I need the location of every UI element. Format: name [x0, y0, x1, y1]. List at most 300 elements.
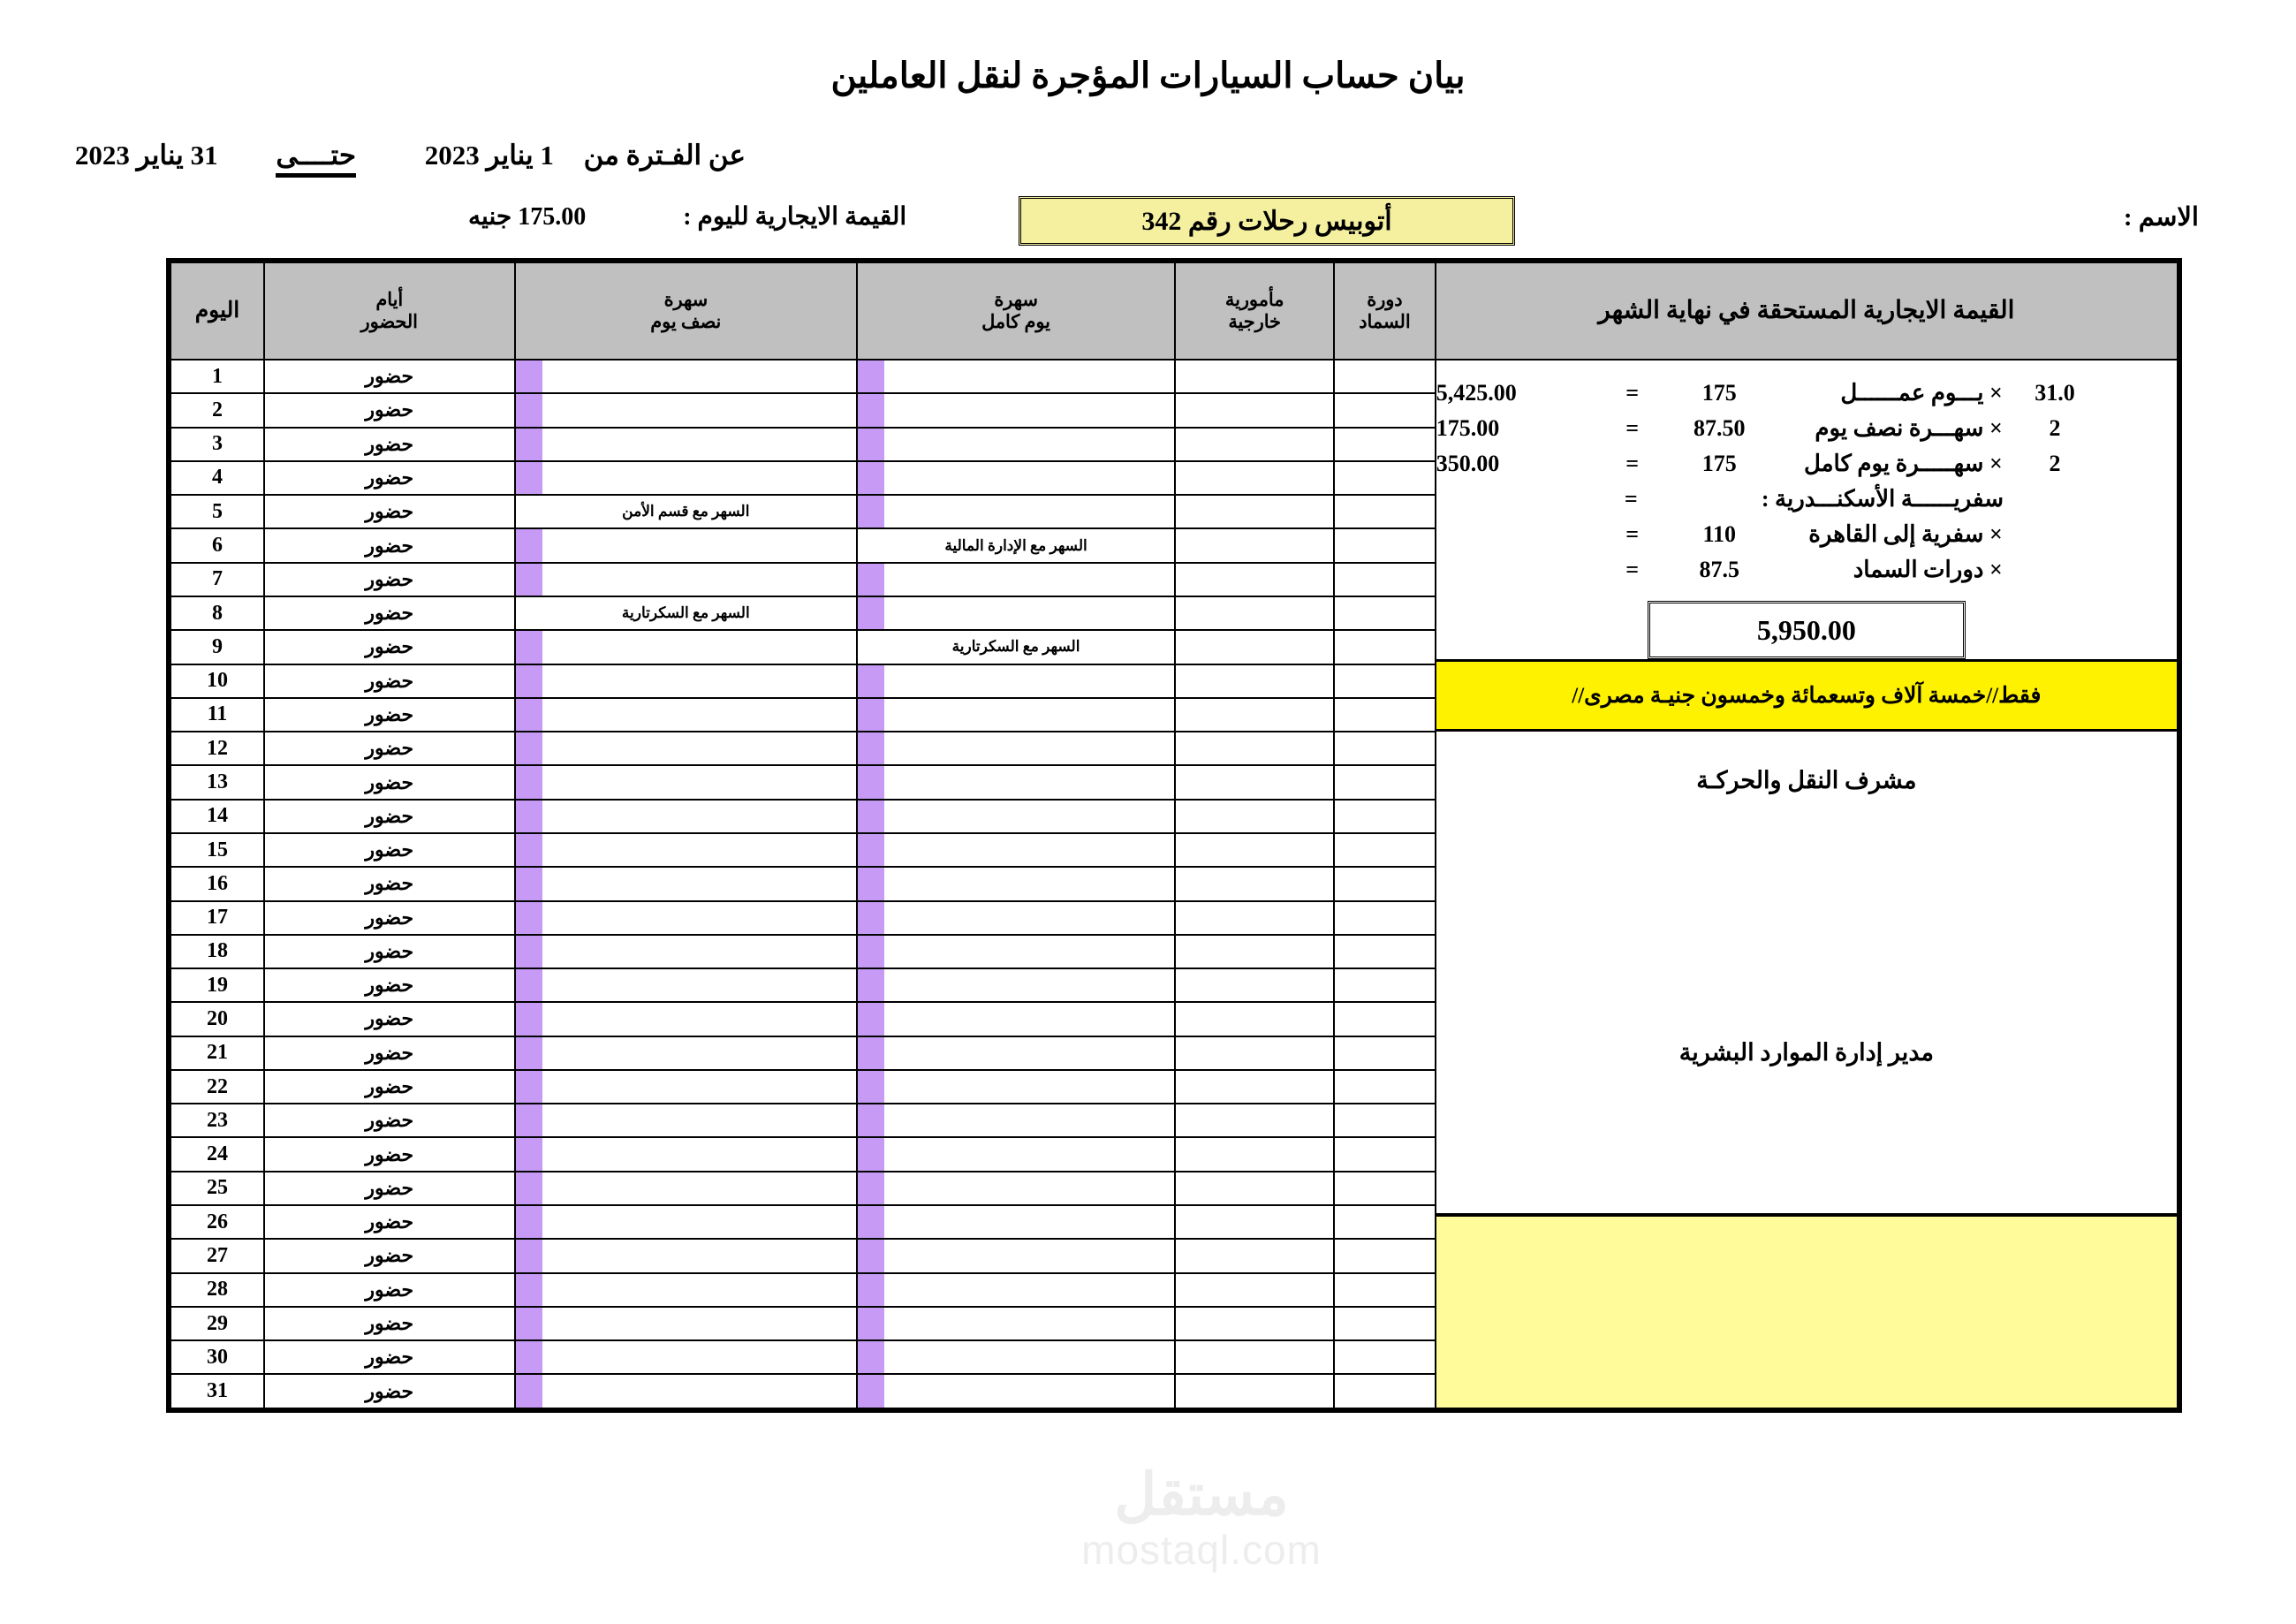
purple-band: [516, 665, 542, 697]
watermark-arabic: مستقل: [1114, 1463, 1289, 1528]
cell-attendance[interactable]: حضور: [264, 1273, 515, 1307]
column-header-day: اليوم: [170, 262, 264, 360]
cell-attendance[interactable]: حضور: [264, 495, 515, 528]
cell-fertilizer-trip[interactable]: [1334, 1070, 1436, 1104]
cell-day-number: 16: [170, 867, 264, 900]
attendance-line2: الحضور: [360, 311, 418, 332]
cell-fertilizer-trip[interactable]: [1334, 935, 1436, 968]
cell-fertilizer-trip[interactable]: [1334, 800, 1436, 833]
cell-external-mission[interactable]: [1175, 1104, 1334, 1137]
cell-external-mission[interactable]: [1175, 596, 1334, 630]
cell-fertilizer-trip[interactable]: [1334, 461, 1436, 495]
calculation-row: [1436, 451, 2177, 486]
cell-external-mission[interactable]: [1175, 1239, 1334, 1272]
cell-full-day-evening[interactable]: [857, 1374, 1175, 1408]
cell-half-day-evening[interactable]: [515, 360, 857, 393]
purple-band: [516, 1071, 542, 1103]
purple-band: [858, 360, 884, 392]
cell-external-mission[interactable]: [1175, 664, 1334, 698]
cell-full-day-evening[interactable]: [857, 1273, 1175, 1307]
signature-transport-supervisor: مشرف النقل والحركـة: [1696, 767, 1917, 793]
calc-unit-price: 110: [1702, 521, 1737, 547]
cell-external-mission[interactable]: [1175, 800, 1334, 833]
cell-half-day-evening[interactable]: [515, 461, 857, 495]
cell-day-number: 3: [170, 428, 264, 461]
calc-unit-price: 175: [1701, 380, 1737, 406]
attendance-line1: أيام: [375, 289, 404, 311]
cell-external-mission[interactable]: [1175, 528, 1334, 562]
purple-band: [858, 868, 884, 899]
purple-band: [516, 1308, 542, 1339]
cell-half-day-evening[interactable]: [515, 1273, 857, 1307]
cell-day-number: 19: [170, 968, 264, 1002]
cell-day-number: 11: [170, 698, 264, 732]
period-end-date: 31 يناير 2023: [74, 140, 218, 171]
watermark: [1007, 1463, 1396, 1576]
cell-full-day-evening[interactable]: [857, 1036, 1175, 1070]
cell-attendance[interactable]: حضور: [264, 664, 515, 698]
cell-fertilizer-trip[interactable]: [1334, 630, 1436, 664]
cell-external-mission[interactable]: [1175, 495, 1334, 528]
cell-half-day-evening[interactable]: [515, 765, 857, 799]
cell-external-mission[interactable]: [1175, 461, 1334, 495]
calculation-row: [1436, 557, 2177, 592]
watermark-latin: mostaql.com: [1081, 1527, 1322, 1573]
purple-band: [516, 360, 542, 392]
purple-band: [858, 1308, 884, 1339]
purple-band: [858, 1172, 884, 1204]
cell-external-mission[interactable]: [1175, 867, 1334, 900]
cell-day-number: 4: [170, 461, 264, 495]
cell-attendance[interactable]: حضور: [264, 1002, 515, 1036]
cell-day-number: 10: [170, 664, 264, 698]
cell-half-day-evening[interactable]: [515, 732, 857, 765]
cell-external-mission[interactable]: [1175, 1205, 1334, 1239]
purple-band: [858, 969, 884, 1001]
cell-fertilizer-trip[interactable]: [1334, 1002, 1436, 1036]
statement-table-wrapper: [166, 258, 2182, 1413]
cell-fertilizer-trip[interactable]: [1334, 1104, 1436, 1137]
cell-external-mission[interactable]: [1175, 1137, 1334, 1171]
cell-external-mission[interactable]: [1175, 1070, 1334, 1104]
cell-fertilizer-trip[interactable]: [1334, 732, 1436, 765]
cell-fertilizer-trip[interactable]: [1334, 765, 1436, 799]
cell-fertilizer-trip[interactable]: [1334, 428, 1436, 461]
table-header: [170, 262, 2178, 360]
cell-half-day-evening[interactable]: [515, 1070, 857, 1104]
calculation-row: [1436, 521, 2177, 557]
cell-fertilizer-trip[interactable]: [1334, 968, 1436, 1002]
purple-band: [516, 1037, 542, 1069]
cell-fertilizer-trip[interactable]: [1334, 833, 1436, 867]
cell-full-day-evening[interactable]: [857, 630, 1175, 664]
notes-area[interactable]: [1436, 1213, 2177, 1408]
cell-external-mission[interactable]: [1175, 1340, 1334, 1374]
half-day-evening-line2: نصف يوم: [650, 311, 722, 332]
cell-attendance[interactable]: حضور: [264, 1205, 515, 1239]
half-day-evening-note: السهر مع السكرتارية: [621, 604, 750, 622]
cell-attendance[interactable]: حضور: [264, 833, 515, 867]
cell-half-day-evening[interactable]: [515, 833, 857, 867]
cell-attendance[interactable]: حضور: [264, 698, 515, 732]
cell-full-day-evening[interactable]: [857, 563, 1175, 596]
calc-quantity: 2: [2049, 415, 2061, 441]
column-header-fertilizer-trip: [1334, 262, 1436, 360]
cell-attendance[interactable]: حضور: [264, 1340, 515, 1374]
purple-band: [516, 1274, 542, 1306]
cell-fertilizer-trip[interactable]: [1334, 596, 1436, 630]
cell-day-number: 6: [170, 528, 264, 562]
purple-band: [858, 1138, 884, 1170]
purple-band: [516, 429, 542, 460]
purple-band: [858, 564, 884, 596]
cell-full-day-evening[interactable]: [857, 1172, 1175, 1205]
cell-day-number: 13: [170, 765, 264, 799]
cell-half-day-evening[interactable]: [515, 698, 857, 732]
cell-external-mission[interactable]: [1175, 393, 1334, 427]
calc-equals-sign: =: [1624, 486, 1638, 512]
cell-attendance[interactable]: حضور: [264, 867, 515, 900]
table-row: [170, 360, 2178, 393]
cell-day-number: 27: [170, 1239, 264, 1272]
cell-external-mission[interactable]: [1175, 428, 1334, 461]
cell-attendance[interactable]: حضور: [264, 563, 515, 596]
cell-full-day-evening[interactable]: [857, 1070, 1175, 1104]
cell-full-day-evening[interactable]: [857, 1340, 1175, 1374]
cell-full-day-evening[interactable]: [857, 1104, 1175, 1137]
cell-half-day-evening[interactable]: [515, 393, 857, 427]
cell-external-mission[interactable]: [1175, 698, 1334, 732]
calculation-panel: [1436, 360, 2178, 1408]
purple-band: [516, 394, 542, 426]
cell-fertilizer-trip[interactable]: [1334, 1036, 1436, 1070]
cell-attendance[interactable]: حضور: [264, 428, 515, 461]
purple-band: [516, 1003, 542, 1035]
vehicle-name-field[interactable]: [1019, 196, 1515, 246]
column-header-external-mission: [1175, 262, 1334, 360]
cell-fertilizer-trip[interactable]: [1334, 393, 1436, 427]
fertilizer-trip-line1: دورة: [1367, 289, 1403, 311]
cell-half-day-evening[interactable]: [515, 867, 857, 900]
page-title: بيان حساب السيارات المؤجرة لنقل العاملين: [830, 56, 1466, 95]
purple-band: [858, 597, 884, 629]
cell-half-day-evening[interactable]: [515, 901, 857, 935]
daily-rate: [468, 201, 906, 231]
purple-band: [858, 665, 884, 697]
cell-full-day-evening[interactable]: [857, 968, 1175, 1002]
cell-half-day-evening[interactable]: [515, 935, 857, 968]
purple-band: [516, 462, 542, 494]
calc-equals-sign: =: [1625, 451, 1640, 476]
purple-band: [858, 1071, 884, 1103]
purple-band: [858, 834, 884, 866]
cell-day-number: 7: [170, 563, 264, 596]
cell-day-number: 22: [170, 1070, 264, 1104]
cell-day-number: 12: [170, 732, 264, 765]
purple-band: [516, 732, 542, 764]
calc-equals-sign: =: [1625, 557, 1640, 582]
cell-day-number: 24: [170, 1137, 264, 1171]
calc-amount: 350.00: [1436, 451, 1500, 476]
cell-day-number: 1: [170, 360, 264, 393]
calc-quantity: 31.0: [2035, 380, 2075, 406]
cell-day-number: 14: [170, 800, 264, 833]
fertilizer-trip-line2: السماد: [1359, 311, 1411, 332]
daily-rate-value: 175.00 جنيه: [468, 203, 587, 231]
cell-full-day-evening[interactable]: [857, 495, 1175, 528]
column-header-full-day-evening: [857, 262, 1175, 360]
column-header-attendance: [264, 262, 515, 360]
cell-half-day-evening[interactable]: [515, 1172, 857, 1205]
cell-full-day-evening[interactable]: [857, 800, 1175, 833]
purple-band: [516, 801, 542, 832]
full-day-evening-line2: يوم كامل: [981, 311, 1050, 332]
column-header-half-day-evening: [515, 262, 857, 360]
cell-fertilizer-trip[interactable]: [1334, 1273, 1436, 1307]
cell-attendance[interactable]: حضور: [264, 630, 515, 664]
signature-hr-manager: مدير إدارة الموارد البشرية: [1678, 1039, 1934, 1066]
cell-attendance[interactable]: حضور: [264, 800, 515, 833]
amount-in-words-text: فقط//خمسة آلاف وتسعمائة وخمسون جنيـة مصرى//: [1572, 684, 2042, 708]
full-day-evening-note: السهر مع السكرتارية: [951, 638, 1080, 656]
cell-external-mission[interactable]: [1175, 1172, 1334, 1205]
cell-fertilizer-trip[interactable]: [1334, 360, 1436, 393]
cell-fertilizer-trip[interactable]: [1334, 698, 1436, 732]
cell-half-day-evening[interactable]: [515, 1036, 857, 1070]
cell-external-mission[interactable]: [1175, 732, 1334, 765]
cell-half-day-evening[interactable]: [515, 428, 857, 461]
purple-band: [516, 699, 542, 731]
cell-attendance[interactable]: حضور: [264, 1307, 515, 1340]
cell-day-number: 17: [170, 901, 264, 935]
purple-band: [858, 1274, 884, 1306]
calc-description: × سهـــــرة يوم كامل: [1803, 451, 2003, 476]
cell-attendance[interactable]: حضور: [264, 935, 515, 968]
cell-full-day-evening[interactable]: [857, 698, 1175, 732]
cell-day-number: 9: [170, 630, 264, 664]
purple-band: [516, 1172, 542, 1204]
cell-full-day-evening[interactable]: [857, 1137, 1175, 1171]
purple-band: [858, 902, 884, 934]
cell-attendance[interactable]: حضور: [264, 732, 515, 765]
cell-half-day-evening[interactable]: [515, 1002, 857, 1036]
purple-band: [516, 564, 542, 596]
cell-full-day-evening[interactable]: [857, 461, 1175, 495]
calc-unit-price: 87.50: [1694, 415, 1746, 441]
purple-band: [858, 1003, 884, 1035]
cell-external-mission[interactable]: [1175, 1002, 1334, 1036]
cell-full-day-evening[interactable]: [857, 393, 1175, 427]
amount-in-words: [1436, 659, 2177, 732]
cell-day-number: 30: [170, 1340, 264, 1374]
purple-band: [516, 1375, 542, 1408]
cell-full-day-evening[interactable]: [857, 935, 1175, 968]
cell-half-day-evening[interactable]: [515, 1239, 857, 1272]
cell-full-day-evening[interactable]: [857, 901, 1175, 935]
column-header-calculation: القيمة الايجارية المستحقة في نهاية الشهر: [1436, 262, 2178, 360]
cell-day-number: 2: [170, 393, 264, 427]
cell-day-number: 20: [170, 1002, 264, 1036]
purple-band: [858, 429, 884, 460]
cell-full-day-evening[interactable]: [857, 765, 1175, 799]
cell-day-number: 28: [170, 1273, 264, 1307]
cell-half-day-evening[interactable]: [515, 1137, 857, 1171]
cell-half-day-evening[interactable]: [515, 1374, 857, 1408]
cell-full-day-evening[interactable]: [857, 867, 1175, 900]
purple-band: [858, 936, 884, 968]
cell-half-day-evening[interactable]: [515, 1307, 857, 1340]
cell-attendance[interactable]: حضور: [264, 596, 515, 630]
cell-external-mission[interactable]: [1175, 901, 1334, 935]
cell-attendance[interactable]: حضور: [264, 901, 515, 935]
cell-half-day-evening[interactable]: [515, 664, 857, 698]
purple-band: [858, 394, 884, 426]
cell-fertilizer-trip[interactable]: [1334, 528, 1436, 562]
cell-full-day-evening[interactable]: [857, 596, 1175, 630]
purple-band: [516, 1240, 542, 1271]
cell-fertilizer-trip[interactable]: [1334, 1205, 1436, 1239]
cell-attendance[interactable]: حضور: [264, 1239, 515, 1272]
cell-external-mission[interactable]: [1175, 765, 1334, 799]
cell-attendance[interactable]: حضور: [264, 360, 515, 393]
cell-fertilizer-trip[interactable]: [1334, 1307, 1436, 1340]
period-from-label: عن الفـترة من: [583, 140, 746, 171]
cell-fertilizer-trip[interactable]: [1334, 563, 1436, 596]
calc-amount: 175.00: [1436, 415, 1500, 441]
calc-quantity: 2: [2049, 451, 2061, 476]
purple-band: [858, 699, 884, 731]
cell-full-day-evening[interactable]: [857, 664, 1175, 698]
calc-equals-sign: =: [1625, 380, 1640, 406]
cell-fertilizer-trip[interactable]: [1334, 495, 1436, 528]
cell-external-mission[interactable]: [1175, 1036, 1334, 1070]
cell-attendance[interactable]: حضور: [264, 1104, 515, 1137]
cell-half-day-evening[interactable]: [515, 630, 857, 664]
purple-band: [858, 496, 884, 527]
cell-full-day-evening[interactable]: [857, 833, 1175, 867]
grand-total-value: 5,950.00: [1756, 613, 1856, 646]
purple-band: [858, 766, 884, 798]
calc-unit-price: 175: [1701, 451, 1737, 476]
purple-band: [516, 868, 542, 899]
calc-description: × دورات السماد: [1853, 557, 2003, 582]
cell-external-mission[interactable]: [1175, 968, 1334, 1002]
daily-rate-label: القيمة الايجارية لليوم :: [683, 203, 907, 231]
cell-attendance[interactable]: حضور: [264, 1070, 515, 1104]
cell-attendance[interactable]: حضور: [264, 1137, 515, 1171]
cell-full-day-evening[interactable]: [857, 1205, 1175, 1239]
cell-full-day-evening[interactable]: [857, 528, 1175, 562]
calc-equals-sign: =: [1625, 415, 1640, 441]
cell-fertilizer-trip[interactable]: [1334, 901, 1436, 935]
calculation-row: [1436, 415, 2177, 451]
cell-half-day-evening[interactable]: [515, 968, 857, 1002]
cell-external-mission[interactable]: [1175, 1307, 1334, 1340]
half-day-evening-note: السهر مع قسم الأمن: [622, 503, 750, 520]
cell-external-mission[interactable]: [1175, 360, 1334, 393]
cell-external-mission[interactable]: [1175, 563, 1334, 596]
cell-fertilizer-trip[interactable]: [1334, 1340, 1436, 1374]
cell-day-number: 29: [170, 1307, 264, 1340]
cell-fertilizer-trip[interactable]: [1334, 1172, 1436, 1205]
cell-attendance[interactable]: حضور: [264, 1172, 515, 1205]
cell-attendance[interactable]: حضور: [264, 461, 515, 495]
cell-half-day-evening[interactable]: [515, 1104, 857, 1137]
cell-attendance[interactable]: حضور: [264, 968, 515, 1002]
cell-day-number: 23: [170, 1104, 264, 1137]
cell-external-mission[interactable]: [1175, 630, 1334, 664]
cell-attendance[interactable]: حضور: [264, 1036, 515, 1070]
cell-external-mission[interactable]: [1175, 935, 1334, 968]
calc-description: × سفرية إلى القاهرة: [1808, 521, 2003, 547]
cell-half-day-evening[interactable]: [515, 495, 857, 528]
cell-day-number: 18: [170, 935, 264, 968]
full-day-evening-note: السهر مع الإدارة المالية: [944, 536, 1087, 554]
purple-band: [858, 1206, 884, 1238]
cell-half-day-evening[interactable]: [515, 596, 857, 630]
external-mission-line1: مأمورية: [1224, 289, 1284, 311]
calc-description: × سهـــرة نصف يوم: [1815, 415, 2003, 441]
cell-attendance[interactable]: حضور: [264, 528, 515, 562]
cell-attendance[interactable]: حضور: [264, 1374, 515, 1408]
cell-half-day-evening[interactable]: [515, 1340, 857, 1374]
cell-fertilizer-trip[interactable]: [1334, 664, 1436, 698]
purple-band: [858, 1375, 884, 1408]
purple-band: [858, 1341, 884, 1373]
cell-day-number: 25: [170, 1172, 264, 1205]
cell-full-day-evening[interactable]: [857, 1239, 1175, 1272]
cell-external-mission[interactable]: [1175, 833, 1334, 867]
purple-band: [516, 766, 542, 798]
cell-half-day-evening[interactable]: [515, 563, 857, 596]
cell-full-day-evening[interactable]: [857, 1307, 1175, 1340]
half-day-evening-line1: سهرة: [663, 289, 709, 311]
signature-block: [1436, 732, 2177, 1213]
calc-description: × يـــوم عمــــــل: [1840, 380, 2003, 406]
cell-full-day-evening[interactable]: [857, 732, 1175, 765]
cell-full-day-evening[interactable]: [857, 428, 1175, 461]
cell-half-day-evening[interactable]: [515, 1205, 857, 1239]
purple-band: [516, 1104, 542, 1136]
vehicle-name-value: أتوبيس رحلات رقم 342: [1141, 206, 1392, 236]
purple-band: [858, 732, 884, 764]
purple-band: [858, 801, 884, 832]
calc-equals-sign: =: [1625, 521, 1640, 547]
purple-band: [516, 902, 542, 934]
calc-unit-price: 87.5: [1699, 557, 1739, 582]
cell-day-number: 26: [170, 1205, 264, 1239]
purple-band: [516, 1206, 542, 1238]
cell-full-day-evening[interactable]: [857, 360, 1175, 393]
period-start-date: 1 يناير 2023: [424, 140, 554, 171]
purple-band: [858, 1104, 884, 1136]
cell-half-day-evening[interactable]: [515, 528, 857, 562]
cell-external-mission[interactable]: [1175, 1374, 1334, 1408]
cell-fertilizer-trip[interactable]: [1334, 867, 1436, 900]
cell-attendance[interactable]: حضور: [264, 765, 515, 799]
cell-attendance[interactable]: حضور: [264, 393, 515, 427]
purple-band: [858, 1240, 884, 1271]
cell-day-number: 8: [170, 596, 264, 630]
cell-fertilizer-trip[interactable]: [1334, 1374, 1436, 1408]
cell-half-day-evening[interactable]: [515, 800, 857, 833]
cell-external-mission[interactable]: [1175, 1273, 1334, 1307]
calculation-lines: [1436, 360, 2177, 596]
external-mission-line2: خارجية: [1228, 311, 1281, 332]
cell-fertilizer-trip[interactable]: [1334, 1137, 1436, 1171]
cell-fertilizer-trip[interactable]: [1334, 1239, 1436, 1272]
cell-full-day-evening[interactable]: [857, 1002, 1175, 1036]
